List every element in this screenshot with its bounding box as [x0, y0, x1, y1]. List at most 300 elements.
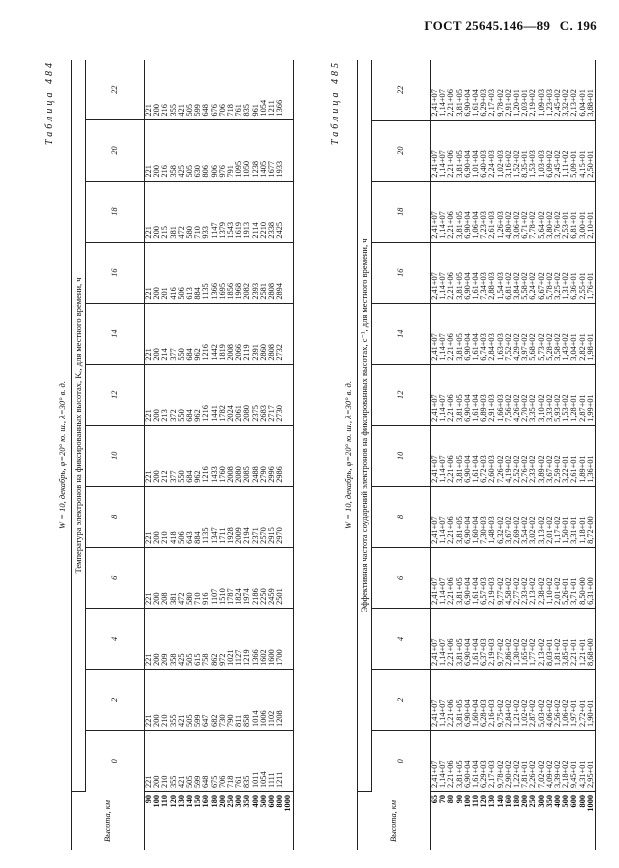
value-cell: 1054 — [258, 771, 268, 788]
value-cell: 2186 — [250, 588, 260, 605]
value-cell: 5,68+02 — [528, 333, 538, 361]
value-column — [431, 669, 596, 730]
table-485-frame — [357, 60, 596, 850]
value-cell: 1216 — [201, 466, 211, 483]
value-column — [145, 364, 293, 425]
value-cell: 1102 — [267, 710, 277, 727]
value-column — [431, 730, 596, 791]
value-cell: 1,14+07 — [438, 516, 448, 544]
value-cell: 221 — [144, 104, 153, 117]
value-cell: 200 — [152, 165, 162, 178]
value-cell: 2,45+02 — [553, 150, 563, 178]
value-cell: 6,29+03 — [479, 89, 489, 117]
value-cell: 2085 — [242, 466, 252, 483]
value-cell: 2008 — [226, 466, 236, 483]
value-cell: 8,50+00 — [577, 577, 587, 605]
height-cell: 600 — [267, 795, 277, 808]
value-cell: 3,06+02 — [512, 211, 522, 239]
value-cell: 684 — [185, 409, 195, 422]
value-cell: 647 — [201, 714, 211, 727]
value-cell: 976 — [217, 165, 227, 178]
column-header-5: 10 — [86, 425, 145, 486]
value-cell: 2,41+07 — [430, 577, 439, 605]
value-cell: 648 — [201, 775, 211, 788]
value-cell: 2393 — [250, 283, 260, 300]
column-header-5: 10 — [372, 425, 431, 486]
value-column — [431, 303, 596, 364]
value-cell: 1819 — [217, 344, 227, 361]
height-cell: 110 — [471, 795, 481, 807]
value-cell: 1111 — [267, 772, 277, 788]
value-cell: 2,41+07 — [430, 638, 439, 666]
value-cell: 208 — [160, 592, 170, 605]
value-cell: 2194 — [242, 527, 252, 544]
height-cell: 350 — [544, 795, 554, 808]
value-cell: 2,38+02 — [536, 577, 546, 605]
value-cell: 2,33+02 — [528, 455, 538, 483]
value-cell: 6,24+02 — [528, 272, 538, 300]
value-cell: 706 — [217, 775, 227, 788]
value-column — [431, 608, 596, 669]
value-cell: 210 — [160, 531, 170, 544]
value-cell: 3,97+02 — [520, 333, 530, 361]
value-cell: 6,31+00 — [585, 577, 595, 605]
value-cell: 1,60+04 — [471, 516, 481, 544]
value-cell: 2080 — [242, 405, 252, 422]
value-cell: 718 — [226, 104, 236, 117]
table-485-label: Таблица 485 — [330, 60, 341, 145]
value-cell: 2,21+06 — [446, 455, 456, 483]
value-cell: 1,14+07 — [438, 699, 448, 727]
value-cell: 505 — [185, 104, 195, 117]
column-header-2: 4 — [86, 608, 145, 669]
column-header-7: 14 — [372, 303, 431, 364]
value-cell: 791 — [226, 165, 236, 178]
value-cell: 790 — [226, 714, 236, 727]
value-cell: 599 — [193, 104, 203, 117]
value-cell: 6,40+03 — [479, 150, 489, 178]
height-cell: 110 — [160, 795, 170, 807]
value-cell: 221 — [144, 287, 153, 300]
value-cell: 962 — [193, 470, 203, 483]
value-cell: 1913 — [242, 221, 252, 239]
value-cell: 2730 — [275, 405, 285, 422]
value-cell: 3,81+05 — [454, 333, 464, 361]
column-header-7: 14 — [86, 303, 145, 364]
value-cell: 2,86+02 — [503, 638, 513, 666]
value-cell: 1135 — [201, 283, 211, 300]
value-cell: 2082 — [242, 283, 252, 300]
value-cell: 425 — [176, 165, 186, 178]
value-cell: 1405 — [258, 160, 268, 178]
value-cell: 6,36+01 — [569, 272, 579, 300]
value-cell: 2,41+07 — [430, 333, 439, 361]
value-cell: 2066 — [234, 344, 244, 361]
value-cell: 1,43+02 — [561, 333, 571, 361]
height-cell: 130 — [487, 795, 497, 808]
value-cell: 862 — [209, 653, 219, 666]
table-484-block — [44, 60, 294, 850]
value-cell: 676 — [209, 104, 219, 117]
height-cell: 250 — [528, 795, 538, 808]
value-cell: 200 — [152, 348, 162, 361]
value-cell: 2,21+06 — [446, 89, 456, 117]
value-cell: 2,17+03 — [487, 89, 497, 117]
value-cell: 7,81+01 — [520, 760, 530, 788]
value-cell: 4,19+02 — [503, 455, 513, 483]
value-cell: 425 — [176, 653, 186, 666]
value-cell: 1,77+02 — [528, 638, 538, 666]
value-cell: 2732 — [275, 344, 285, 361]
value-cell: 1208 — [275, 710, 285, 727]
value-column — [145, 547, 293, 608]
value-cell: 1,90+01 — [585, 699, 595, 727]
value-cell: 2,88+03 — [487, 272, 497, 300]
value-cell: 3,84+02 — [512, 272, 522, 300]
value-cell: 2,77+02 — [512, 577, 522, 605]
value-cell: 6,81+01 — [569, 211, 579, 239]
value-cell: 1,61+04 — [471, 272, 481, 300]
value-cell: 6,67+02 — [536, 272, 546, 300]
column-header-0: 0 — [372, 730, 431, 791]
value-cell: 4,29+02 — [512, 333, 522, 361]
value-cell: 1,61+04 — [471, 333, 481, 361]
value-cell: 200 — [152, 409, 162, 422]
value-cell: 2,41+07 — [430, 455, 439, 483]
value-cell: 2,41+07 — [430, 699, 439, 727]
table-485-column-headers — [372, 60, 431, 850]
value-cell: 2061 — [234, 405, 244, 422]
value-cell: 2,41+07 — [430, 211, 439, 239]
value-cell: 1602 — [258, 649, 268, 666]
height-cell: 160 — [503, 795, 513, 808]
value-cell: 761 — [234, 775, 244, 788]
value-column — [145, 60, 293, 120]
column-header-6: 12 — [86, 364, 145, 425]
value-cell: 1,26+03 — [495, 211, 505, 239]
value-cell: 1127 — [234, 649, 244, 666]
value-cell: 506 — [176, 287, 186, 300]
value-cell: 8,68+00 — [585, 638, 595, 666]
height-cell: 300 — [234, 795, 244, 808]
value-cell: 1510 — [217, 588, 227, 605]
value-cell: 3,81+05 — [454, 150, 464, 178]
value-cell: 200 — [152, 531, 162, 544]
value-cell: 8,03+01 — [544, 638, 554, 666]
value-cell: 3,76+02 — [553, 211, 563, 239]
value-cell: 550 — [176, 470, 186, 483]
value-cell: 377 — [168, 348, 178, 361]
value-cell: 710 — [193, 592, 203, 605]
value-cell: 1677 — [267, 160, 277, 178]
value-column — [145, 120, 293, 181]
value-cell: 630 — [193, 165, 203, 178]
value-cell: 5,09+01 — [569, 150, 579, 178]
value-cell: 355 — [168, 104, 178, 117]
value-cell: 758 — [201, 653, 211, 666]
value-cell: 2210 — [258, 221, 268, 239]
value-cell: 710 — [193, 226, 203, 239]
value-cell: 1760 — [217, 466, 227, 483]
value-cell: 961 — [250, 104, 260, 117]
value-cell: 358 — [168, 653, 178, 666]
value-cell: 1433 — [209, 466, 219, 483]
value-cell: 2501 — [275, 588, 285, 605]
value-cell: 2808 — [267, 283, 277, 300]
value-cell: 2,41+07 — [430, 272, 439, 300]
value-column — [431, 242, 596, 303]
page-number: С. 196 — [559, 18, 597, 33]
value-cell: 580 — [185, 592, 195, 605]
value-cell: 1,61+04 — [471, 760, 481, 788]
value-cell: 421 — [176, 104, 186, 117]
value-cell: 221 — [144, 714, 153, 727]
height-cell: 180 — [209, 795, 219, 808]
value-cell: 2,45+02 — [553, 89, 563, 117]
height-cell: 800 — [577, 795, 587, 808]
table-485 — [358, 60, 595, 850]
value-cell: 3,81+05 — [454, 89, 464, 117]
column-header-10: 20 — [86, 120, 145, 181]
value-cell: 6,81+02 — [503, 272, 513, 300]
value-cell: 1,81+02 — [553, 638, 563, 666]
value-cell: 972 — [217, 653, 227, 666]
value-cell: 3,81+05 — [454, 516, 464, 544]
value-cell: 3,32+02 — [561, 89, 571, 117]
value-cell: 2,24+03 — [487, 150, 497, 178]
value-cell: 2,26+02 — [528, 760, 538, 788]
value-cell: 7,23+03 — [479, 211, 489, 239]
value-cell: 1366 — [275, 99, 285, 117]
value-cell: 2,21+06 — [446, 272, 456, 300]
value-column — [431, 486, 596, 547]
value-cell: 1211 — [275, 771, 285, 788]
value-cell: 200 — [152, 775, 162, 788]
value-cell: 1441 — [209, 405, 219, 422]
height-cell: 160 — [201, 795, 211, 808]
value-cell: 2,21+06 — [446, 211, 456, 239]
value-cell: 2,55+01 — [577, 272, 587, 300]
value-cell: 7,30+03 — [479, 516, 489, 544]
value-cell: 2114 — [250, 222, 260, 239]
value-cell: 5,26+01 — [561, 577, 571, 605]
value-cell: 933 — [201, 226, 211, 239]
value-cell: 835 — [242, 775, 252, 788]
value-cell: 6,71+02 — [520, 211, 530, 239]
height-cell: 300 — [536, 795, 546, 808]
table-484-frame — [71, 60, 294, 850]
value-cell: 2,52+02 — [512, 455, 522, 483]
value-cell: 1695 — [217, 283, 227, 300]
value-column — [431, 425, 596, 486]
value-cell: 2,91+02 — [503, 89, 513, 117]
table-484-label: Таблица 484 — [44, 60, 55, 145]
value-cell: 355 — [168, 714, 178, 727]
value-cell: 1442 — [209, 344, 219, 361]
value-cell: 1,21+01 — [577, 638, 587, 666]
value-cell: 1,14+07 — [438, 394, 448, 422]
value-cell: 1,65+02 — [520, 638, 530, 666]
value-cell: 1,30+02 — [512, 638, 522, 666]
value-column — [145, 425, 293, 486]
value-cell: 835 — [242, 104, 252, 117]
value-cell: 1,01+04 — [471, 150, 481, 178]
value-cell: 2,41+07 — [430, 150, 439, 178]
table-484 — [72, 60, 293, 850]
value-cell: 472 — [176, 226, 186, 239]
value-cell: 3,31+01 — [569, 516, 579, 544]
value-cell: 1,09+03 — [536, 89, 546, 117]
value-cell: 215 — [160, 226, 170, 239]
column-header-8: 16 — [372, 242, 431, 303]
column-header-9: 18 — [86, 181, 145, 242]
column-header-4: 8 — [372, 486, 431, 547]
value-cell: 2,13+02 — [536, 638, 546, 666]
column-header-0: 0 — [86, 730, 145, 791]
value-cell: 1,97+01 — [569, 699, 579, 727]
value-cell: 6,90+04 — [462, 150, 472, 178]
value-cell: 811 — [234, 714, 244, 727]
value-cell: 6,04+01 — [577, 89, 587, 117]
value-cell: 2371 — [250, 527, 260, 544]
value-cell: 1,52+02 — [512, 150, 522, 178]
value-cell: 2488 — [250, 466, 260, 483]
value-cell: 3,02+02 — [528, 516, 538, 544]
value-cell: 5,78+02 — [544, 272, 554, 300]
height-cell: 500 — [561, 795, 571, 808]
value-cell: 962 — [193, 348, 203, 361]
value-cell: 2,21+06 — [446, 150, 456, 178]
value-cell: 1135 — [201, 527, 211, 544]
value-cell: 505 — [185, 775, 195, 788]
value-cell: 1,61+04 — [471, 577, 481, 605]
value-cell: 2008 — [226, 344, 236, 361]
value-cell: 3,89+02 — [536, 455, 546, 483]
value-cell: 1,02+03 — [495, 150, 505, 178]
value-cell: 6,89+03 — [479, 394, 489, 422]
value-cell: 2,91+03 — [487, 394, 497, 422]
value-cell: 6,90+04 — [462, 333, 472, 361]
value-cell: 8,72+00 — [585, 516, 595, 544]
value-cell: 3,81+05 — [454, 455, 464, 483]
value-cell: 3,00+01 — [577, 211, 587, 239]
value-column — [145, 608, 293, 669]
value-cell: 3,81+05 — [454, 211, 464, 239]
value-cell: 884 — [193, 287, 203, 300]
value-cell: 1095 — [234, 160, 244, 178]
value-cell: 8,35+01 — [520, 150, 530, 178]
value-cell: 7,56+02 — [503, 394, 513, 422]
column-header-3: 6 — [372, 547, 431, 608]
value-cell: 2,69+02 — [512, 516, 522, 544]
value-cell: 1,61+04 — [471, 455, 481, 483]
column-header-6: 12 — [372, 364, 431, 425]
height-cell: 100 — [462, 795, 472, 808]
value-column — [431, 181, 596, 242]
value-cell: 1,60+04 — [471, 699, 481, 727]
value-cell: 418 — [168, 531, 178, 544]
value-cell: 2375 — [250, 405, 260, 422]
table-485-body — [431, 60, 596, 850]
value-cell: 6,90+04 — [462, 89, 472, 117]
value-cell: 1,76+01 — [585, 272, 595, 300]
table-485-caption: Эффективная частота соударений электронов на фиксированных высотах, с⁻¹, для местного времени, ч — [358, 60, 372, 792]
standard-number: ГОСТ 25645.146—89 — [424, 18, 551, 33]
value-cell: 1,02+02 — [520, 699, 530, 727]
value-cell: 3,71+01 — [569, 577, 579, 605]
value-column — [145, 242, 293, 303]
value-cell: 1366 — [250, 649, 260, 666]
value-cell: 2,21+06 — [446, 699, 456, 727]
value-cell: 1021 — [226, 649, 236, 666]
table-484-caption: Температура электронов на фиксированных высотах, Kₑ, для местного времени, ч — [72, 60, 86, 792]
value-cell: 1,14+07 — [438, 760, 448, 788]
value-cell: 5,03+02 — [536, 699, 546, 727]
value-cell: 472 — [176, 592, 186, 605]
value-cell: 6,32+02 — [495, 516, 505, 544]
value-cell: 5,28+02 — [544, 333, 554, 361]
value-cell: 200 — [152, 714, 162, 727]
value-cell: 2,19+03 — [487, 577, 497, 605]
value-cell: 2,01+02 — [553, 577, 563, 605]
value-cell: 648 — [201, 104, 211, 117]
value-cell: 2,21+06 — [446, 577, 456, 605]
value-cell: 599 — [193, 714, 203, 727]
value-cell: 1,98+01 — [585, 333, 595, 361]
value-column — [431, 364, 596, 425]
value-cell: 7,34+03 — [479, 272, 489, 300]
value-cell: 2,17+03 — [487, 760, 497, 788]
column-header-4: 8 — [86, 486, 145, 547]
value-cell: 3,35+02 — [528, 394, 538, 422]
value-cell: 6,90+04 — [462, 455, 472, 483]
value-cell: 355 — [168, 775, 178, 788]
value-cell: 1,18+01 — [577, 516, 587, 544]
value-cell: 6,90+04 — [462, 699, 472, 727]
value-cell: 599 — [193, 775, 203, 788]
value-cell: 2,70+02 — [520, 394, 530, 422]
value-cell: 2,60+03 — [487, 455, 497, 483]
value-cell: 9,78+02 — [495, 89, 505, 117]
value-cell: 381 — [168, 592, 178, 605]
value-cell: 2,01+02 — [544, 516, 554, 544]
height-cell: 150 — [193, 795, 203, 808]
value-cell: 1,14+07 — [438, 272, 448, 300]
value-cell: 2808 — [267, 344, 277, 361]
value-cell: 1,21+02 — [512, 699, 522, 727]
value-cell: 6,72+03 — [479, 455, 489, 483]
value-cell: 2425 — [275, 221, 285, 239]
value-cell: 6,29+03 — [479, 760, 489, 788]
table-485-block — [330, 60, 596, 850]
value-cell: 2,95+01 — [585, 760, 595, 788]
value-cell: 1,61+04 — [471, 89, 481, 117]
value-cell: 1933 — [275, 160, 285, 178]
value-cell: 1,17+02 — [553, 516, 563, 544]
value-cell: 1,22+02 — [512, 760, 522, 788]
value-cell: 2,21+06 — [446, 638, 456, 666]
value-column — [145, 303, 293, 364]
value-cell: 2,19+02 — [528, 89, 538, 117]
value-cell: 761 — [234, 104, 244, 117]
column-header-9: 18 — [372, 181, 431, 242]
value-column — [145, 181, 293, 242]
value-cell: 3,10+02 — [536, 394, 546, 422]
column-header-8: 16 — [86, 242, 145, 303]
value-cell: 706 — [217, 104, 227, 117]
value-cell: 6,57+03 — [479, 577, 489, 605]
value-cell: 221 — [144, 226, 153, 239]
